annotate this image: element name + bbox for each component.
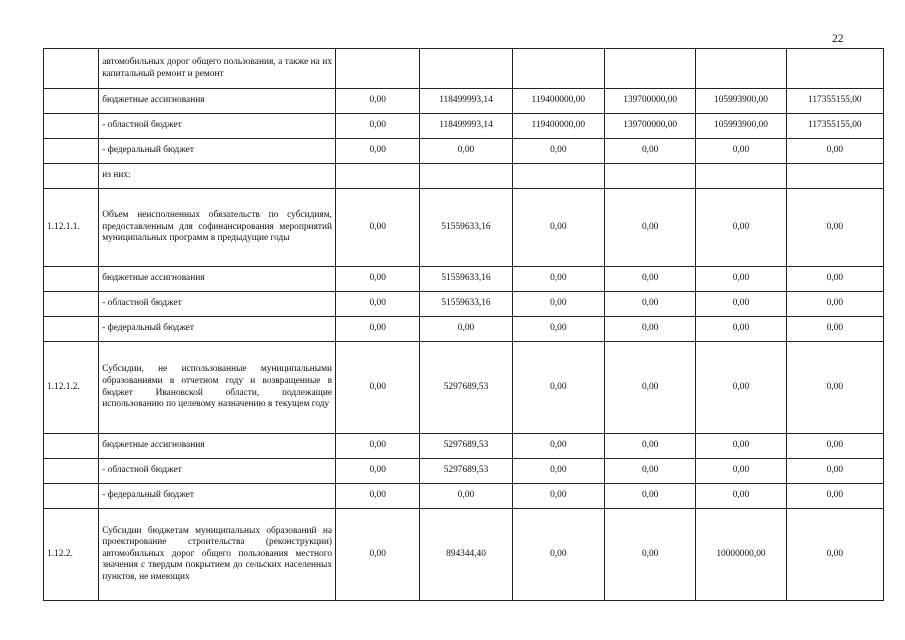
table-row-item bbox=[44, 509, 884, 601]
value-col-4-cell: 139700000,00 bbox=[604, 114, 695, 139]
value-col-3-cell: 0,00 bbox=[512, 292, 604, 317]
item-code-cell: 1.12.1.2. bbox=[44, 342, 99, 434]
value-col-4-cell: 0,00 bbox=[604, 139, 695, 164]
value-col-2-cell: 894344,40 bbox=[420, 509, 512, 601]
value-col-6-cell: 117355155,00 bbox=[786, 114, 883, 139]
value-col-3-cell: 0,00 bbox=[512, 317, 604, 342]
value-col-4-cell: 0,00 bbox=[604, 509, 695, 601]
item-code-cell bbox=[44, 317, 99, 342]
value-col-3-cell: 0,00 bbox=[512, 189, 604, 267]
table-row bbox=[44, 49, 884, 89]
value-col-4-cell: 0,00 bbox=[604, 267, 695, 292]
description-cell: Субсидии, не использованные муниципальными образованиями в отчетном году и возвращенные в бюджет Ивановской области, подлежащие использованию по целевому назначению в текущем году bbox=[99, 342, 336, 434]
value-col-1-cell: 0,00 bbox=[336, 114, 420, 139]
value-col-4-cell: 0,00 bbox=[604, 459, 695, 484]
value-col-1-cell: 0,00 bbox=[336, 139, 420, 164]
table-row-item bbox=[44, 342, 884, 434]
value-col-2-cell: 5297689,53 bbox=[420, 459, 512, 484]
value-col-1-cell: 0,00 bbox=[336, 509, 420, 601]
item-code-cell bbox=[44, 114, 99, 139]
value-col-1-cell: 0,00 bbox=[336, 317, 420, 342]
value-col-5-cell: 0,00 bbox=[696, 317, 786, 342]
value-col-2-cell: 51559633,16 bbox=[420, 292, 512, 317]
value-col-6-cell: 0,00 bbox=[786, 484, 883, 509]
value-col-2-cell: 5297689,53 bbox=[420, 342, 512, 434]
table-row bbox=[44, 267, 884, 292]
item-code-cell bbox=[44, 89, 99, 114]
table-row bbox=[44, 434, 884, 459]
table-row-item bbox=[44, 189, 884, 267]
value-col-5-cell: 0,00 bbox=[696, 484, 786, 509]
value-col-5-cell: 0,00 bbox=[696, 139, 786, 164]
value-col-2-cell: 118499993,14 bbox=[420, 114, 512, 139]
value-col-1-cell bbox=[336, 49, 420, 89]
description-cell: бюджетные ассигнования bbox=[99, 434, 336, 459]
item-code-cell: 1.12.2. bbox=[44, 509, 99, 601]
value-col-5-cell bbox=[696, 49, 786, 89]
value-col-3-cell bbox=[512, 49, 604, 89]
value-col-2-cell: 51559633,16 bbox=[420, 189, 512, 267]
value-col-5-cell: 0,00 bbox=[696, 189, 786, 267]
value-col-2-cell: 5297689,53 bbox=[420, 434, 512, 459]
value-col-4-cell: 139700000,00 bbox=[604, 89, 695, 114]
value-col-3-cell: 0,00 bbox=[512, 484, 604, 509]
description-cell: - областной бюджет bbox=[99, 459, 336, 484]
value-col-6-cell bbox=[786, 164, 883, 189]
value-col-1-cell: 0,00 bbox=[336, 459, 420, 484]
value-col-6-cell bbox=[786, 49, 883, 89]
item-code-cell bbox=[44, 49, 99, 89]
item-code-cell bbox=[44, 139, 99, 164]
value-col-5-cell: 0,00 bbox=[696, 292, 786, 317]
description-cell: из них: bbox=[99, 164, 336, 189]
value-col-6-cell: 0,00 bbox=[786, 342, 883, 434]
value-col-3-cell: 0,00 bbox=[512, 342, 604, 434]
table-row bbox=[44, 139, 884, 164]
value-col-2-cell: 51559633,16 bbox=[420, 267, 512, 292]
value-col-6-cell: 0,00 bbox=[786, 317, 883, 342]
item-code-cell bbox=[44, 267, 99, 292]
table-row bbox=[44, 164, 884, 189]
value-col-5-cell: 105993900,00 bbox=[696, 114, 786, 139]
value-col-6-cell: 0,00 bbox=[786, 292, 883, 317]
value-col-5-cell: 0,00 bbox=[696, 267, 786, 292]
item-code-cell bbox=[44, 164, 99, 189]
description-cell: Объем неисполненных обязательств по субсидиям, предоставленным для софинансирования мероприятий муниципальных программ в предыдущие годы bbox=[99, 189, 336, 267]
value-col-5-cell: 0,00 bbox=[696, 434, 786, 459]
page-number: 22 bbox=[832, 33, 844, 45]
item-code-cell bbox=[44, 292, 99, 317]
value-col-3-cell: 0,00 bbox=[512, 509, 604, 601]
description-cell: автомобильных дорог общего пользования, а также на их капитальный ремонт и ремонт bbox=[99, 49, 336, 89]
value-col-5-cell: 0,00 bbox=[696, 459, 786, 484]
value-col-4-cell: 0,00 bbox=[604, 342, 695, 434]
value-col-3-cell: 0,00 bbox=[512, 434, 604, 459]
value-col-1-cell: 0,00 bbox=[336, 292, 420, 317]
value-col-3-cell: 0,00 bbox=[512, 267, 604, 292]
table-row bbox=[44, 89, 884, 114]
value-col-4-cell bbox=[604, 164, 695, 189]
value-col-6-cell: 0,00 bbox=[786, 509, 883, 601]
table-row bbox=[44, 114, 884, 139]
table-row bbox=[44, 292, 884, 317]
item-code-cell bbox=[44, 484, 99, 509]
value-col-2-cell bbox=[420, 49, 512, 89]
value-col-2-cell: 118499993,14 bbox=[420, 89, 512, 114]
value-col-1-cell: 0,00 bbox=[336, 189, 420, 267]
value-col-4-cell: 0,00 bbox=[604, 317, 695, 342]
value-col-3-cell: 0,00 bbox=[512, 139, 604, 164]
value-col-6-cell: 0,00 bbox=[786, 267, 883, 292]
value-col-6-cell: 0,00 bbox=[786, 459, 883, 484]
value-col-1-cell: 0,00 bbox=[336, 267, 420, 292]
value-col-2-cell bbox=[420, 164, 512, 189]
item-code-cell bbox=[44, 459, 99, 484]
value-col-4-cell: 0,00 bbox=[604, 434, 695, 459]
value-col-5-cell: 0,00 bbox=[696, 342, 786, 434]
description-cell: - федеральный бюджет bbox=[99, 139, 336, 164]
description-cell: - областной бюджет bbox=[99, 292, 336, 317]
value-col-6-cell: 0,00 bbox=[786, 434, 883, 459]
value-col-4-cell: 0,00 bbox=[604, 292, 695, 317]
description-cell: - областной бюджет bbox=[99, 114, 336, 139]
value-col-3-cell bbox=[512, 164, 604, 189]
description-cell: бюджетные ассигнования bbox=[99, 267, 336, 292]
table-row bbox=[44, 317, 884, 342]
value-col-6-cell: 0,00 bbox=[786, 189, 883, 267]
value-col-1-cell: 0,00 bbox=[336, 89, 420, 114]
value-col-6-cell: 0,00 bbox=[786, 139, 883, 164]
value-col-6-cell: 117355155,00 bbox=[786, 89, 883, 114]
budget-table bbox=[43, 48, 884, 601]
table-row bbox=[44, 459, 884, 484]
value-col-1-cell: 0,00 bbox=[336, 434, 420, 459]
table-row bbox=[44, 484, 884, 509]
value-col-2-cell: 0,00 bbox=[420, 139, 512, 164]
item-code-cell: 1.12.1.1. bbox=[44, 189, 99, 267]
value-col-3-cell: 119400000,00 bbox=[512, 114, 604, 139]
value-col-5-cell bbox=[696, 164, 786, 189]
value-col-4-cell: 0,00 bbox=[604, 484, 695, 509]
value-col-3-cell: 0,00 bbox=[512, 459, 604, 484]
value-col-3-cell: 119400000,00 bbox=[512, 89, 604, 114]
value-col-5-cell: 105993900,00 bbox=[696, 89, 786, 114]
description-cell: - федеральный бюджет bbox=[99, 317, 336, 342]
description-cell: бюджетные ассигнования bbox=[99, 89, 336, 114]
description-cell: Субсидии бюджетам муниципальных образований на проектирование строительства (реконструкции) автомобильных дорог общего пользования местного значения с твердым покрытием до сельских населенных пунктов, не имеющих bbox=[99, 509, 336, 601]
value-col-1-cell bbox=[336, 164, 420, 189]
value-col-2-cell: 0,00 bbox=[420, 317, 512, 342]
value-col-5-cell: 10000000,00 bbox=[696, 509, 786, 601]
item-code-cell bbox=[44, 434, 99, 459]
value-col-1-cell: 0,00 bbox=[336, 342, 420, 434]
value-col-1-cell: 0,00 bbox=[336, 484, 420, 509]
value-col-2-cell: 0,00 bbox=[420, 484, 512, 509]
description-cell: - федеральный бюджет bbox=[99, 484, 336, 509]
value-col-4-cell bbox=[604, 49, 695, 89]
value-col-4-cell: 0,00 bbox=[604, 189, 695, 267]
